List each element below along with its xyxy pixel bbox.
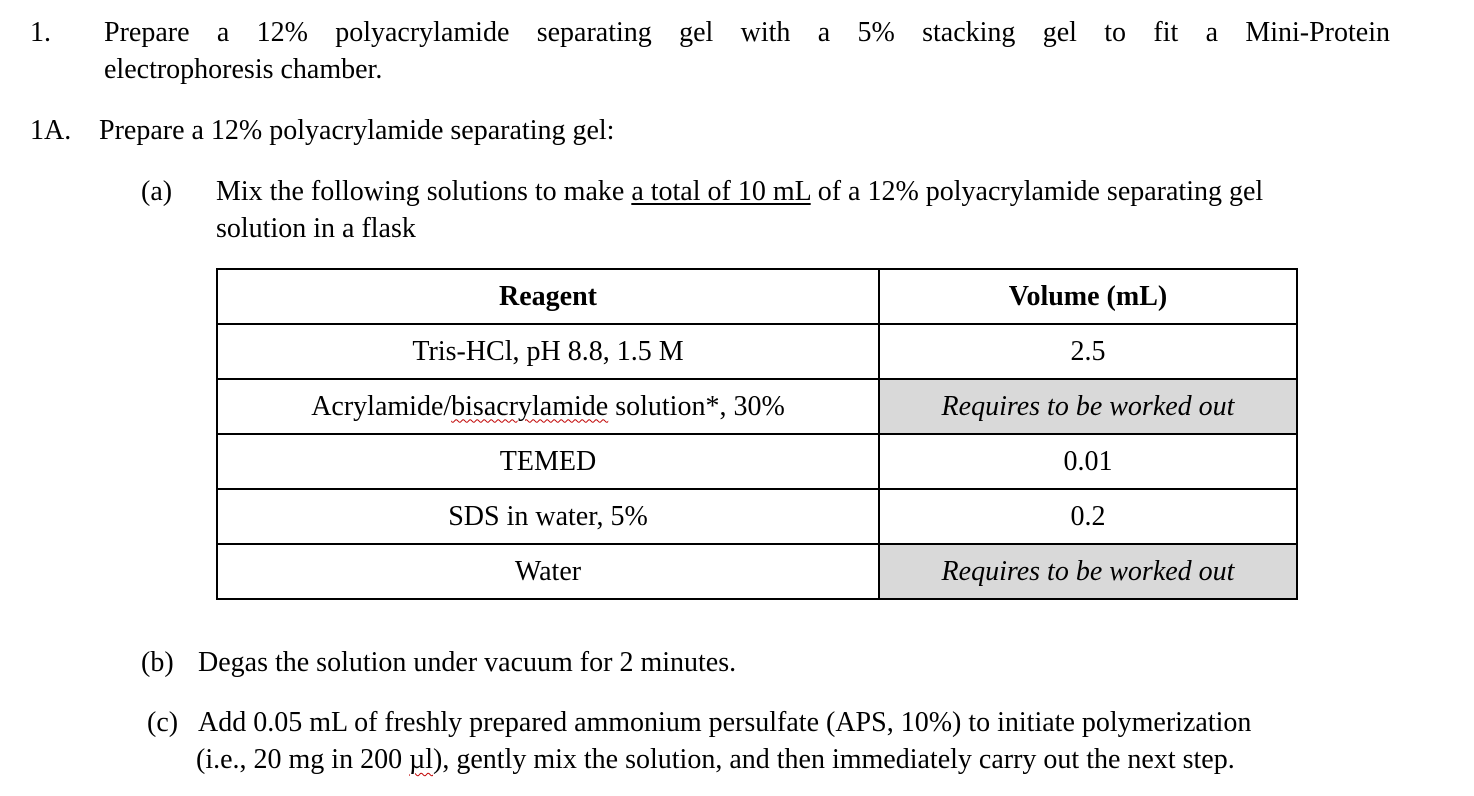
reagent-table [216,268,1298,600]
spellcheck-flagged-word: bisacrylamide [451,390,609,422]
step-c-line2-before: (i.e., 20 mg in 200 [196,744,410,775]
reagent-prefix: Acrylamide/ [311,390,452,422]
table-row [217,544,1297,599]
item-1-number: 1. [30,17,51,48]
table-row [217,324,1297,379]
volume-cell: 2.5 [879,324,1297,379]
reagent-cell: Tris-HCl, pH 8.8, 1.5 M [217,324,879,379]
table-row [217,434,1297,489]
step-a-text-line-1 [216,173,1263,210]
table-header-row [217,269,1297,324]
item-1-text-line-1: Prepare a 12% polyacrylamide separating gel with a 5% stacking gel to fit a Mini-Protein [104,17,1390,48]
reagent-cell: Water [217,544,879,599]
step-a-label: (a) [141,176,173,207]
volume-cell-to-work-out: Requires to be worked out [879,544,1297,599]
step-a-total-volume: a total of 10 mL [631,176,811,207]
section-1a-number: 1A. [30,115,72,146]
step-c-line2-after: ), gently mix the solution, and then immediately carry out the next step. [433,744,1235,775]
reagent-cell: TEMED [217,434,879,489]
reagent-suffix: solution*, 30% [608,390,785,422]
reagent-cell [217,379,879,434]
step-a-text-before: Mix the following solutions to make [216,176,632,207]
step-c-text-line-1: Add 0.05 mL of freshly prepared ammonium persulfate (APS, 10%) to initiate polymerization [198,707,1252,738]
step-c-text-line-2 [196,741,1235,778]
spellcheck-flagged-unit: µl [409,744,434,775]
header-volume: Volume (mL) [879,269,1297,324]
volume-cell: 0.2 [879,489,1297,544]
table-row [217,489,1297,544]
step-b-text: Degas the solution under vacuum for 2 minutes. [198,647,737,678]
volume-cell: 0.01 [879,434,1297,489]
reagent-cell: SDS in water, 5% [217,489,879,544]
step-a-text-after: of a 12% polyacrylamide separating gel [810,176,1264,207]
step-c-label: (c) [147,707,179,738]
step-b-label: (b) [141,647,174,678]
header-reagent: Reagent [217,269,879,324]
volume-cell-to-work-out: Requires to be worked out [879,379,1297,434]
item-1-text-line-2: electrophoresis chamber. [104,54,383,85]
section-1a-title: Prepare a 12% polyacrylamide separating gel: [99,115,615,146]
table-row [217,379,1297,434]
step-a-text-line-2: solution in a flask [216,213,416,244]
